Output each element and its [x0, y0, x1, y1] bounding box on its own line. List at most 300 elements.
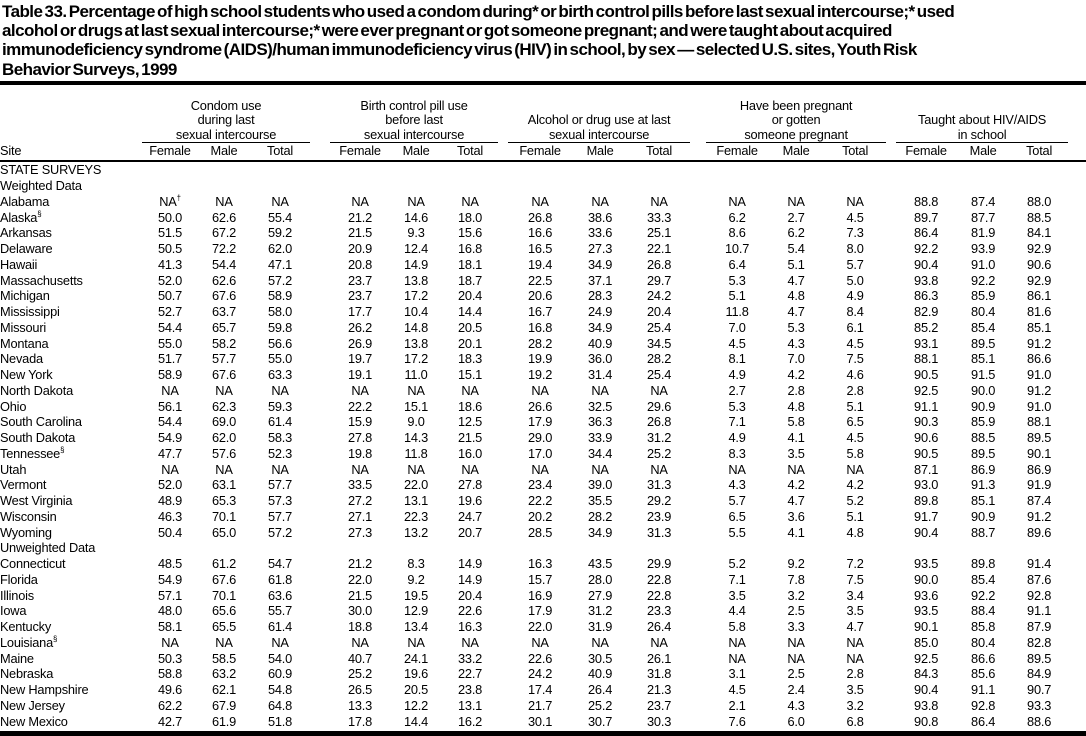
spacer-cell	[498, 651, 508, 667]
table-row	[0, 383, 1086, 399]
spacer-cell	[310, 619, 330, 635]
value-cell: 72.2	[211, 241, 237, 257]
value-cell: 86.1	[1027, 288, 1052, 304]
value-cell: 12.9	[403, 603, 429, 619]
value-cell: 89.5	[971, 445, 996, 461]
spacer-cell	[1068, 304, 1086, 320]
spacer-cell	[310, 462, 330, 478]
spacer-cell	[1068, 572, 1086, 588]
value-cell: NA	[846, 193, 864, 209]
spacer-cell	[498, 304, 508, 320]
value-cell: 23.4	[528, 477, 553, 493]
spacer-cell	[310, 651, 330, 667]
spacer-cell	[690, 588, 706, 604]
spacer-cell	[690, 85, 706, 142]
spacer-cell	[498, 430, 508, 446]
value-cell: 21.2	[347, 556, 373, 572]
value-cell: 87.4	[971, 193, 996, 209]
value-cell: 8.3	[728, 445, 746, 461]
site-cell: Mississippi	[0, 304, 60, 320]
value-cell: 55.4	[267, 209, 293, 225]
value-cell: 19.6	[457, 493, 483, 509]
value-cell: 90.9	[971, 398, 996, 414]
value-cell: 90.3	[914, 414, 939, 430]
spacer-cell	[498, 525, 508, 541]
value-cell: 22.0	[347, 571, 373, 587]
value-cell: 8.1	[728, 351, 746, 367]
value-cell: 48.0	[157, 603, 183, 619]
value-cell: 61.9	[211, 713, 237, 729]
site-cell: Hawaii	[0, 256, 38, 272]
value-cell: 86.6	[1027, 351, 1052, 367]
value-cell: 86.6	[971, 650, 996, 666]
spacer-cell	[886, 225, 896, 241]
value-cell: 13.2	[403, 524, 429, 540]
value-cell: 20.9	[347, 241, 373, 257]
value-cell: 4.7	[787, 493, 805, 509]
table-row	[0, 351, 1086, 367]
value-cell: 91.5	[971, 367, 996, 383]
value-cell: 33.5	[347, 477, 373, 493]
value-cell: 92.9	[1027, 241, 1052, 257]
value-cell: 21.5	[347, 587, 373, 603]
value-cell: 27.2	[347, 493, 373, 509]
value-cell: 5.4	[787, 241, 805, 257]
table-row	[0, 509, 1086, 525]
value-cell: 67.9	[211, 697, 237, 713]
value-cell: 28.2	[647, 351, 672, 367]
spacer-cell	[1068, 320, 1086, 336]
value-cell: 15.7	[528, 571, 553, 587]
value-cell: NA	[531, 461, 549, 477]
spacer-cell	[886, 383, 896, 399]
value-cell: 62.6	[211, 272, 237, 288]
value-cell: 92.2	[914, 241, 939, 257]
value-cell: 88.1	[1027, 414, 1052, 430]
value-cell: 92.5	[914, 382, 939, 398]
spacer-cell	[886, 430, 896, 446]
value-cell: 58.2	[211, 335, 237, 351]
table-row	[0, 273, 1086, 289]
value-cell: 14.8	[403, 319, 429, 335]
value-cell: NA	[846, 634, 864, 650]
value-cell: 50.5	[157, 241, 183, 257]
value-cell: 15.9	[347, 414, 373, 430]
site-cell: New Jersey	[0, 697, 65, 713]
value-cell: 90.6	[914, 430, 939, 446]
value-cell: NA	[531, 634, 549, 650]
value-cell: 29.9	[647, 556, 672, 572]
value-cell: NA	[271, 382, 289, 398]
value-cell: NA	[351, 634, 369, 650]
value-cell: 90.4	[914, 682, 939, 698]
column-header-total: Total	[628, 142, 690, 161]
value-cell: 91.1	[1027, 603, 1052, 619]
spacer-cell	[310, 666, 330, 682]
value-cell: NA	[787, 193, 805, 209]
value-cell: 61.2	[211, 556, 237, 572]
value-cell: 26.8	[647, 414, 672, 430]
value-cell: 16.7	[528, 304, 553, 320]
sub-header-row	[0, 142, 1086, 161]
value-cell: 17.2	[403, 351, 429, 367]
value-cell: 54.4	[157, 319, 183, 335]
spacer-cell	[310, 556, 330, 572]
value-cell: 7.0	[728, 319, 746, 335]
value-cell: 86.4	[971, 713, 996, 729]
value-cell: 82.8	[1027, 634, 1052, 650]
spacer-cell	[690, 210, 706, 226]
value-cell: 89.8	[914, 493, 939, 509]
table-row	[0, 304, 1086, 320]
value-cell: 91.0	[971, 256, 996, 272]
value-cell: 55.7	[267, 603, 293, 619]
value-cell: 10.4	[403, 304, 429, 320]
value-cell: 19.2	[528, 367, 553, 383]
site-cell: South Carolina	[0, 414, 82, 430]
column-group-header-line: Birth control pill use	[360, 98, 468, 114]
value-cell: 31.2	[588, 603, 613, 619]
table-row	[0, 603, 1086, 619]
value-cell: 57.1	[157, 587, 183, 603]
table-title-line-3: immunodeficiency syndrome (AIDS)/human immunodeficiency virus (HIV) in school, by sex — selected U.S. sites, Youth Risk	[2, 40, 917, 60]
spacer-cell	[1068, 399, 1086, 415]
value-cell: 88.6	[1027, 713, 1052, 729]
value-cell: 92.2	[971, 272, 996, 288]
spacer-cell	[690, 430, 706, 446]
value-cell: 7.0	[787, 351, 805, 367]
value-cell: 91.2	[1027, 508, 1052, 524]
table-title-line-1: Table 33. Percentage of high school students who used a condom during* or birth control pills before last sexual intercourse;* used	[2, 2, 955, 21]
spacer-cell	[310, 194, 330, 210]
column-header-male: Male	[956, 142, 1010, 161]
value-cell: 23.8	[457, 682, 483, 698]
value-cell: 54.9	[157, 430, 183, 446]
value-cell: 5.1	[728, 288, 746, 304]
site-cell: Wisconsin	[0, 508, 57, 524]
value-cell: 4.7	[846, 619, 864, 635]
table-title	[0, 0, 1086, 79]
value-cell: 2.7	[728, 382, 746, 398]
value-cell: 58.1	[157, 619, 183, 635]
value-cell: 82.9	[914, 304, 939, 320]
spacer-cell	[690, 509, 706, 525]
value-cell: NA	[461, 461, 479, 477]
value-cell: 21.7	[528, 697, 553, 713]
value-cell: 4.9	[728, 367, 746, 383]
table-row	[0, 635, 1086, 651]
value-cell: 51.7	[157, 351, 183, 367]
value-cell: 91.2	[1027, 382, 1052, 398]
value-cell: 4.2	[787, 367, 805, 383]
spacer-cell	[886, 288, 896, 304]
section-label: Weighted Data	[0, 178, 82, 194]
value-cell: 90.1	[1027, 445, 1052, 461]
value-cell: 15.1	[403, 398, 429, 414]
value-cell: 88.0	[1027, 193, 1052, 209]
spacer-cell	[1068, 273, 1086, 289]
spacer-cell	[1068, 556, 1086, 572]
value-cell: 7.6	[728, 713, 746, 729]
spacer-cell	[690, 225, 706, 241]
value-cell: 5.0	[846, 272, 864, 288]
value-cell: NA	[728, 650, 746, 666]
table-row	[0, 336, 1086, 352]
value-cell: 4.2	[846, 477, 864, 493]
value-cell: 92.2	[971, 587, 996, 603]
spacer-cell	[690, 304, 706, 320]
value-cell: 2.7	[787, 209, 805, 225]
value-cell: 32.5	[588, 398, 613, 414]
value-cell: 92.9	[1027, 272, 1052, 288]
site-cell: Wyoming	[0, 524, 52, 540]
spacer-cell	[1068, 588, 1086, 604]
value-cell: 85.6	[971, 666, 996, 682]
value-cell: 26.4	[647, 619, 672, 635]
table-title-line-4: Behavior Surveys, 1999	[2, 59, 177, 79]
value-cell: NA†	[159, 193, 181, 209]
value-cell: 5.1	[846, 398, 864, 414]
spacer-cell	[886, 666, 896, 682]
value-cell: 11.0	[404, 367, 428, 383]
value-cell: 88.7	[971, 524, 996, 540]
column-group-header-line: sexual intercourse	[548, 126, 650, 142]
value-cell: 19.8	[347, 445, 373, 461]
value-cell: 4.8	[787, 288, 805, 304]
value-cell: 4.3	[787, 335, 805, 351]
value-cell: 85.9	[971, 288, 996, 304]
footnote-marker: §	[60, 445, 65, 455]
value-cell: 22.6	[528, 650, 553, 666]
spacer-cell	[690, 666, 706, 682]
value-cell: 28.5	[528, 524, 553, 540]
value-cell: 5.5	[728, 524, 746, 540]
value-cell: 62.0	[267, 241, 293, 257]
spacer-cell	[690, 194, 706, 210]
value-cell: 5.7	[846, 256, 864, 272]
value-cell: 4.2	[787, 477, 805, 493]
column-group-header-line: sexual intercourse	[363, 126, 465, 142]
value-cell: 85.1	[971, 493, 996, 509]
value-cell: 88.5	[1027, 209, 1052, 225]
spacer-cell	[310, 351, 330, 367]
column-header-female: Female	[508, 142, 572, 161]
value-cell: NA	[728, 193, 746, 209]
value-cell: 34.9	[588, 319, 613, 335]
value-cell: 57.7	[211, 351, 237, 367]
site-cell: South Dakota	[0, 430, 76, 446]
spacer-cell	[690, 336, 706, 352]
value-cell: NA	[787, 634, 805, 650]
column-header-total: Total	[1010, 142, 1068, 161]
spacer-cell	[1068, 525, 1086, 541]
spacer-cell	[1068, 635, 1086, 651]
value-cell: 4.4	[728, 603, 746, 619]
value-cell: 19.9	[528, 351, 553, 367]
value-cell: 26.8	[528, 209, 553, 225]
value-cell: 85.4	[971, 571, 996, 587]
value-cell: 63.6	[267, 587, 293, 603]
value-cell: 34.9	[588, 524, 613, 540]
spacer-cell	[310, 336, 330, 352]
value-cell: 19.5	[403, 587, 429, 603]
value-cell: 70.1	[211, 508, 237, 524]
value-cell: 5.8	[787, 414, 805, 430]
value-cell: 57.2	[267, 272, 293, 288]
value-cell: 87.9	[1027, 619, 1052, 635]
section-row	[0, 178, 1086, 194]
value-cell: 87.6	[1027, 571, 1052, 587]
value-cell: 13.8	[403, 335, 429, 351]
value-cell: 93.5	[914, 603, 939, 619]
value-cell: NA	[161, 382, 179, 398]
spacer-cell	[498, 477, 508, 493]
value-cell: NA	[650, 382, 668, 398]
value-cell: 42.7	[157, 713, 183, 729]
value-cell: 65.7	[211, 319, 237, 335]
value-cell: 30.3	[647, 713, 672, 729]
value-cell: 17.9	[528, 414, 553, 430]
value-cell: 18.8	[347, 619, 373, 635]
spacer-cell	[886, 336, 896, 352]
table-row	[0, 698, 1086, 714]
spacer-cell	[690, 619, 706, 635]
spacer-cell	[1068, 383, 1086, 399]
value-cell: 59.3	[267, 398, 293, 414]
column-group-row	[0, 85, 1086, 142]
value-cell: 85.9	[971, 414, 996, 430]
value-cell: 39.0	[588, 477, 613, 493]
value-cell: 28.3	[588, 288, 613, 304]
spacer-cell	[310, 525, 330, 541]
value-cell: 25.2	[647, 445, 672, 461]
value-cell: 91.1	[914, 398, 939, 414]
value-cell: 54.7	[267, 556, 293, 572]
value-cell: NA	[591, 461, 609, 477]
value-cell: 4.5	[846, 209, 864, 225]
table-row	[0, 210, 1086, 226]
value-cell: 14.9	[403, 256, 429, 272]
value-cell: NA	[591, 382, 609, 398]
value-cell: 29.2	[647, 493, 672, 509]
value-cell: 26.4	[588, 682, 613, 698]
spacer-cell	[310, 85, 330, 142]
value-cell: 2.5	[787, 666, 805, 682]
value-cell: 91.2	[1027, 335, 1052, 351]
column-header-male: Male	[390, 142, 442, 161]
spacer-cell	[886, 351, 896, 367]
value-cell: 5.3	[787, 319, 805, 335]
value-cell: 4.5	[846, 335, 864, 351]
value-cell: 26.5	[347, 682, 373, 698]
value-cell: 67.6	[211, 571, 237, 587]
value-cell: 16.9	[528, 587, 553, 603]
value-cell: 18.6	[457, 398, 483, 414]
site-cell: Connecticut	[0, 556, 66, 572]
value-cell: NA	[650, 461, 668, 477]
spacer-cell	[498, 572, 508, 588]
value-cell: 20.4	[457, 587, 483, 603]
value-cell: NA	[351, 382, 369, 398]
spacer-cell	[1068, 714, 1086, 730]
column-group-header-line: someone pregnant	[744, 126, 848, 142]
spacer-cell	[1068, 666, 1086, 682]
value-cell: 14.4	[403, 713, 429, 729]
value-cell: 47.7	[157, 445, 183, 461]
value-cell: 20.8	[347, 256, 373, 272]
value-cell: 91.9	[1027, 477, 1052, 493]
value-cell: 22.6	[457, 603, 483, 619]
value-cell: 24.1	[403, 650, 429, 666]
value-cell: 33.2	[457, 650, 483, 666]
value-cell: 3.1	[728, 666, 746, 682]
column-group-header-line: during last	[197, 112, 255, 128]
value-cell: 55.0	[267, 351, 293, 367]
table-row	[0, 714, 1086, 730]
value-cell: 40.9	[588, 666, 613, 682]
site-cell: New Mexico	[0, 713, 68, 729]
value-cell: 91.4	[1027, 556, 1052, 572]
spacer-cell	[498, 462, 508, 478]
spacer-cell	[690, 462, 706, 478]
site-cell: Louisiana§	[0, 634, 58, 650]
value-cell: 37.1	[588, 272, 613, 288]
spacer-cell	[886, 194, 896, 210]
spacer-cell	[886, 698, 896, 714]
site-cell: Montana	[0, 335, 49, 351]
value-cell: 36.3	[588, 414, 613, 430]
value-cell: 4.1	[787, 524, 805, 540]
column-header-female: Female	[330, 142, 390, 161]
value-cell: 93.8	[914, 697, 939, 713]
spacer-cell	[498, 682, 508, 698]
value-cell: 23.7	[347, 288, 373, 304]
value-cell: 27.3	[347, 524, 373, 540]
value-cell: 93.0	[914, 477, 939, 493]
value-cell: 26.6	[528, 398, 553, 414]
table-row	[0, 257, 1086, 273]
spacer-cell	[498, 635, 508, 651]
column-header-total: Total	[250, 142, 310, 161]
value-cell: 41.3	[157, 256, 183, 272]
value-cell: 63.3	[267, 367, 293, 383]
value-cell: 31.3	[647, 524, 672, 540]
site-cell: Missouri	[0, 319, 47, 335]
value-cell: 52.7	[157, 304, 183, 320]
site-column-header: Site	[0, 142, 142, 161]
value-cell: 40.7	[347, 650, 373, 666]
spacer-cell	[690, 698, 706, 714]
column-group-header-line: in school	[957, 126, 1007, 142]
value-cell: 47.1	[267, 256, 293, 272]
spacer-cell	[886, 241, 896, 257]
value-cell: NA	[461, 193, 479, 209]
spacer-cell	[886, 651, 896, 667]
spacer-cell	[690, 651, 706, 667]
value-cell: 62.1	[211, 682, 237, 698]
value-cell: 90.7	[1027, 682, 1052, 698]
value-cell: 7.2	[846, 556, 864, 572]
value-cell: 89.5	[1027, 430, 1052, 446]
spacer-cell	[690, 477, 706, 493]
value-cell: 27.3	[588, 241, 613, 257]
value-cell: 22.7	[457, 666, 483, 682]
spacer-cell	[886, 414, 896, 430]
value-cell: 85.8	[971, 619, 996, 635]
value-cell: 17.9	[528, 603, 553, 619]
spacer-cell	[886, 588, 896, 604]
value-cell: 13.8	[403, 272, 429, 288]
